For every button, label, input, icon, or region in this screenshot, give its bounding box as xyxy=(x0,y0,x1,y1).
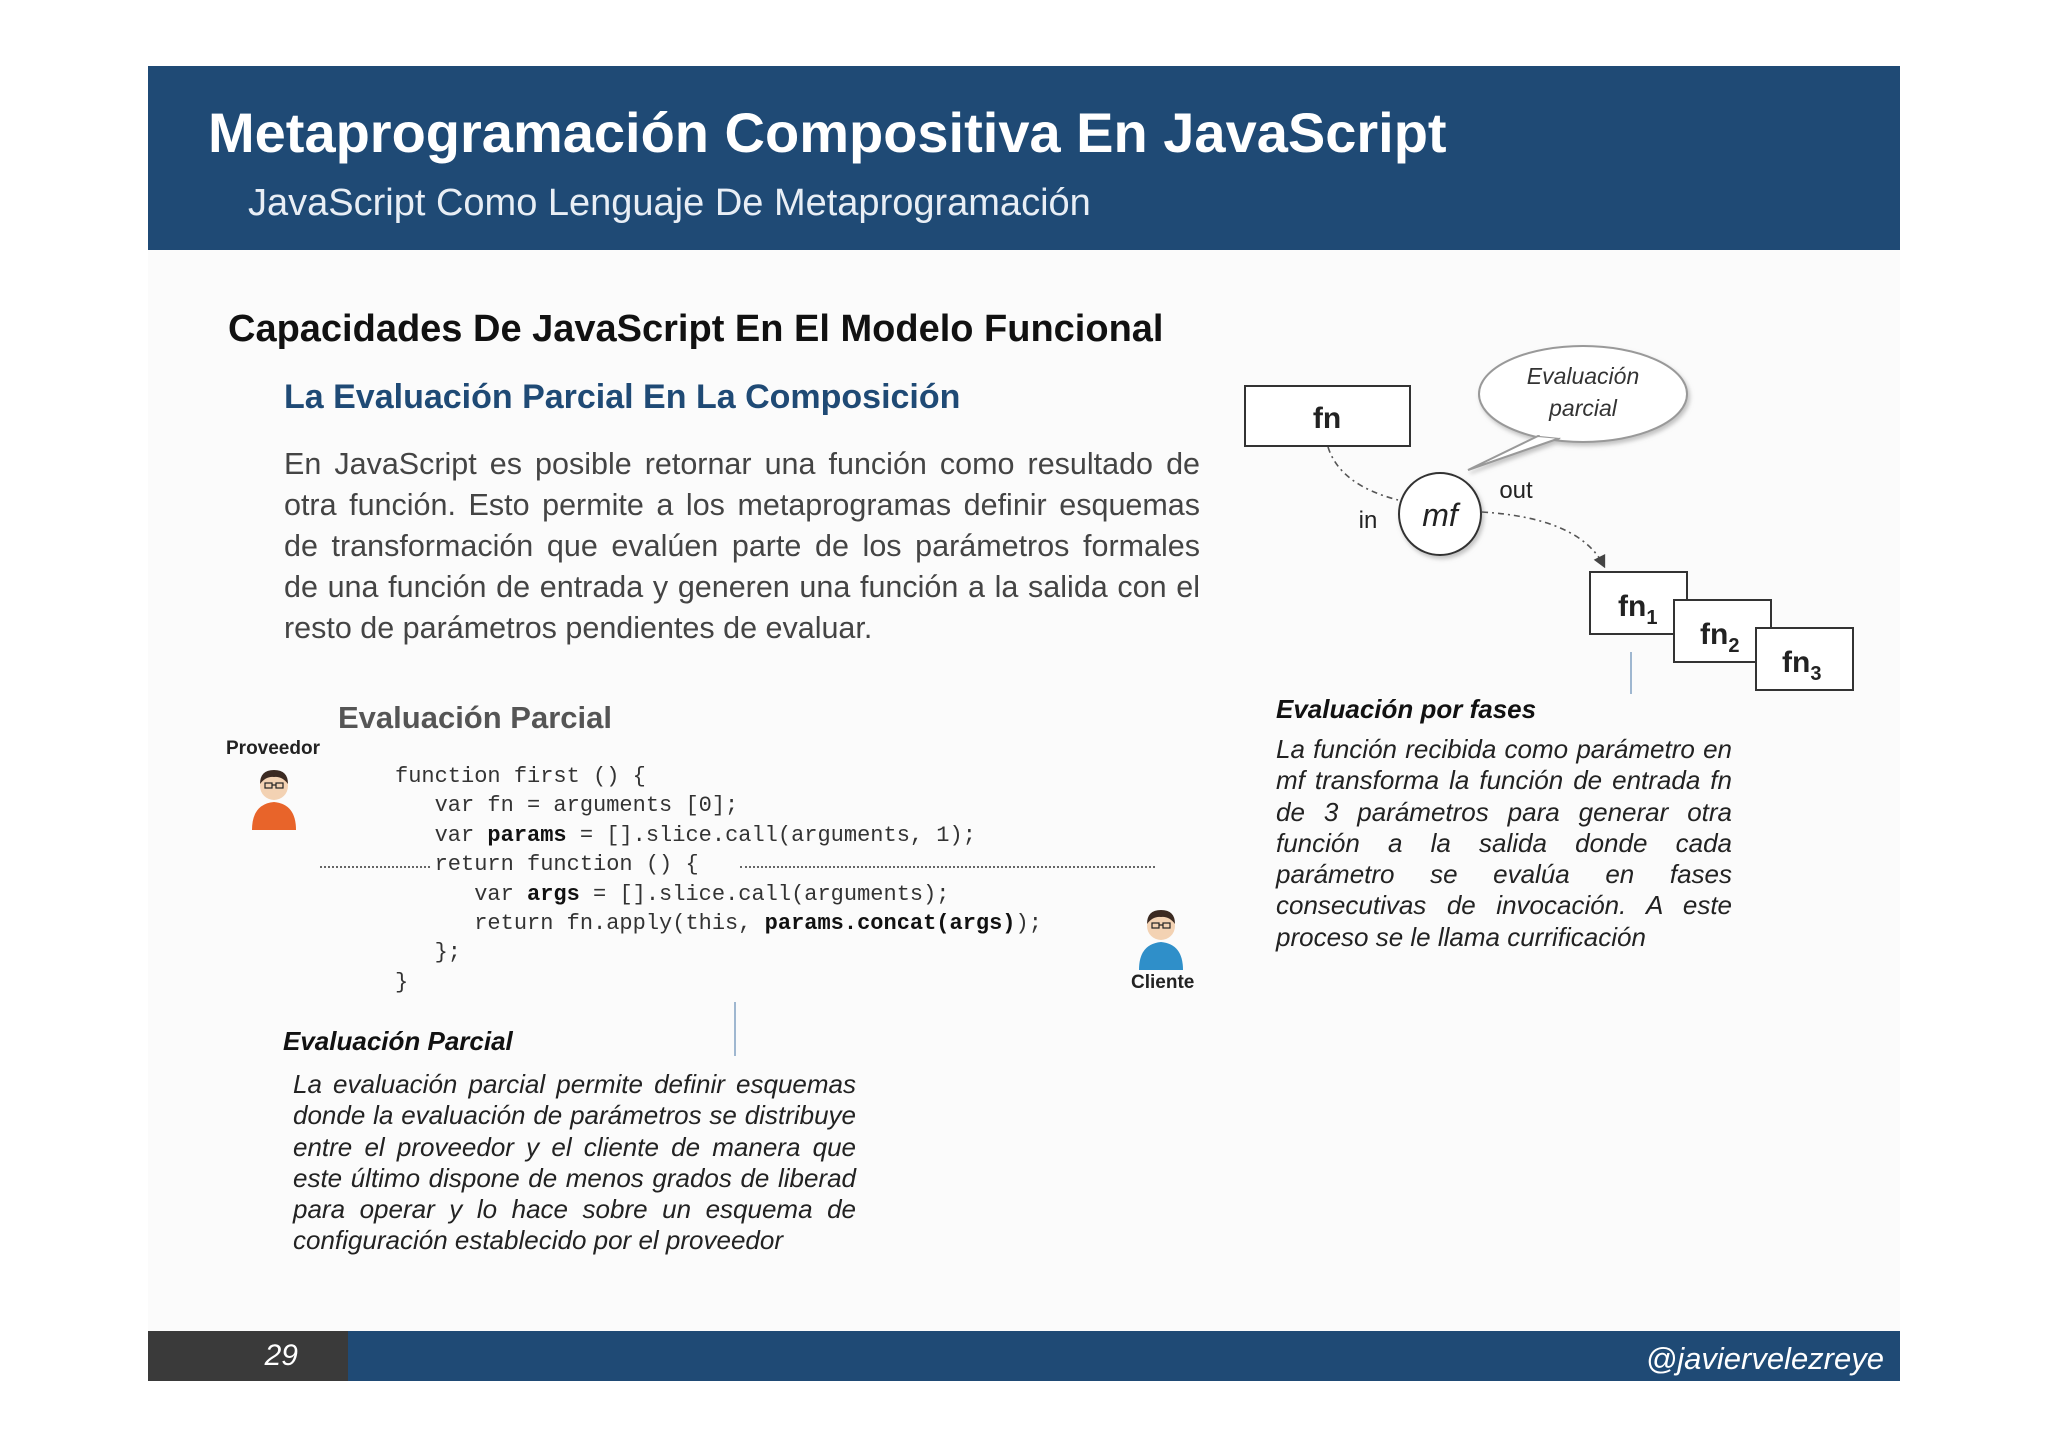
output-fn1-label: $fn_1$ xyxy=(1618,590,1658,629)
left-caption-text: La evaluación parcial permite definir esquemas donde la evaluación de parámetros se distribuye entre el proveedor y el cliente de manera que este último dispone de menos grados de liberad para operar y lo hace sobre un esquema de configuración establecido por el proveedor xyxy=(293,1069,856,1256)
code-line: var xyxy=(395,822,488,848)
composition-diagram xyxy=(1220,340,1860,710)
input-fn-label: fn xyxy=(1312,402,1342,435)
page-number: 29 xyxy=(264,1339,298,1372)
provider-avatar-icon xyxy=(248,764,300,830)
code-line: return fn.apply(this, xyxy=(395,911,765,937)
code-line: var fn = arguments [0]; xyxy=(395,793,739,819)
divider-dotted-left xyxy=(320,866,430,868)
bubble-line-1: Evaluación xyxy=(1526,363,1640,389)
left-caption-title: Evaluación Parcial xyxy=(283,1026,513,1056)
output-fn2-label: $fn_2$ xyxy=(1700,618,1740,657)
in-label: in xyxy=(1358,507,1378,534)
code-line: return function () { xyxy=(395,852,699,878)
page-number-box xyxy=(148,1331,348,1381)
code-line: } xyxy=(395,969,409,995)
intro-paragraph: En JavaScript es posible retornar una función como resultado de otra función. Esto permite a los metaprogramas definir esquemas de transformación que evalúen parte de los parámetros formales de una función de entrada y generen una función a la salida con el resto de parámetros pendientes de evaluar. xyxy=(284,447,1200,645)
code-line: var xyxy=(395,881,528,907)
right-caption-title: Evaluación por fases xyxy=(1276,694,1537,724)
slide-header xyxy=(148,66,1900,250)
code-keyword-concat: params.concat(args) xyxy=(764,911,1016,937)
slide-subtitle: JavaScript Como Lenguaje De Metaprogramación xyxy=(248,182,1091,224)
right-caption-text: La función recibida como parámetro en mf transforma la función de entrada fn de 3 parámetros para generar otra función a la salida donde cada parámetro se evalúa en fases consecutivas de invocación. A este proceso se le llama currificación xyxy=(1276,734,1732,952)
section-title: Capacidades De JavaScript En El Modelo Funcional xyxy=(228,308,1164,350)
slide-footer xyxy=(148,1331,1900,1381)
subsection-title: La Evaluación Parcial En La Composición xyxy=(284,378,961,416)
mf-label: mf xyxy=(1422,497,1458,533)
client-avatar-icon xyxy=(1135,904,1187,970)
link-out xyxy=(1482,512,1604,566)
code-line: function first () { xyxy=(395,764,646,789)
bubble-line-2: parcial xyxy=(1549,395,1617,421)
code-keyword-args: args xyxy=(527,881,580,907)
code-line: = [].slice.call(arguments); xyxy=(579,881,950,907)
diagram-caption-connector xyxy=(1630,652,1632,694)
code-line: ); xyxy=(1015,911,1042,937)
client-label: Cliente xyxy=(1131,972,1195,993)
code-line: = [].slice.call(arguments, 1); xyxy=(566,822,976,848)
code-block-title: Evaluación Parcial xyxy=(338,700,612,735)
provider-label: Proveedor xyxy=(226,738,320,759)
author-handle: @javiervelezreye xyxy=(1645,1341,1884,1376)
output-fn3-label: $fn_3$ xyxy=(1782,646,1822,685)
link-in xyxy=(1328,447,1398,500)
slide-title: Metaprogramación Compositiva En JavaScript xyxy=(208,101,1447,164)
code-line: }; xyxy=(395,940,462,966)
code-keyword-params: params xyxy=(487,822,567,848)
caption-connector xyxy=(734,1002,736,1056)
code-listing xyxy=(395,762,1042,997)
divider-dotted-right xyxy=(740,866,1155,868)
out-label: out xyxy=(1499,477,1533,504)
